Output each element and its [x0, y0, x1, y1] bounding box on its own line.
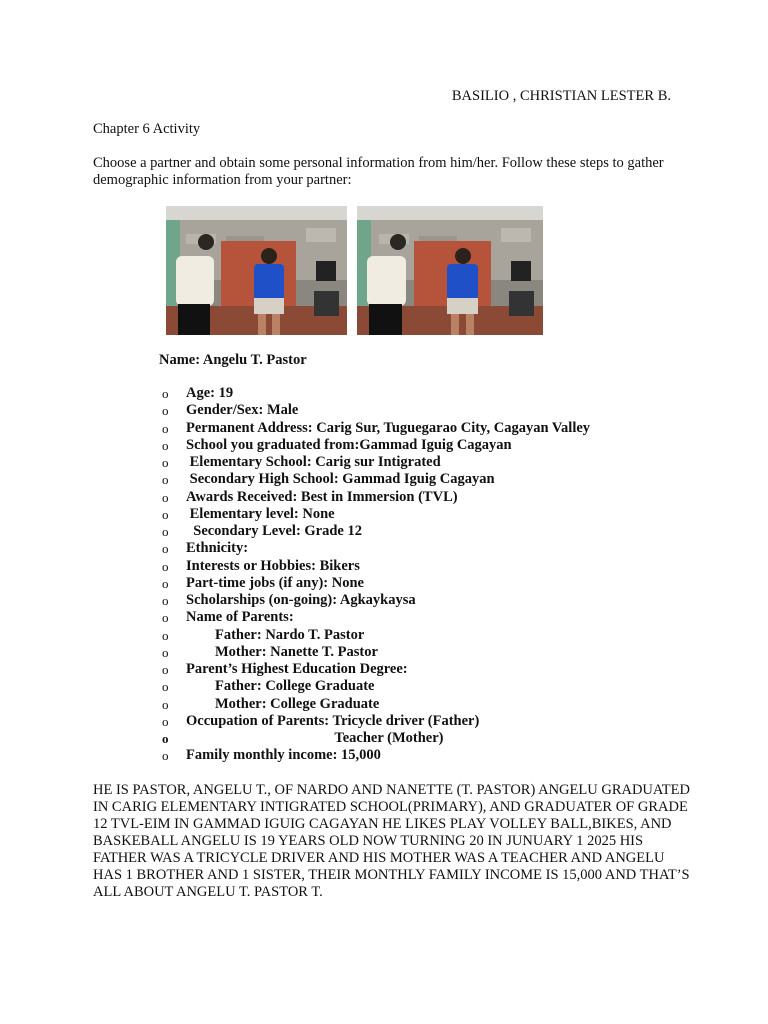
- photo-2-image: [357, 206, 543, 335]
- list-item-text: Secondary High School: Gammad Iguig Cagayan: [186, 471, 495, 488]
- list-item-text: Gender/Sex: Male: [186, 402, 299, 419]
- bullet-marker: o: [162, 679, 169, 695]
- partner-name: Name: Angelu T. Pastor: [159, 352, 307, 368]
- bullet-marker: o: [162, 662, 169, 677]
- author-name: BASILIO , CHRISTIAN LESTER B.: [451, 88, 671, 104]
- bullet-marker: o: [162, 575, 169, 591]
- list-item-text: Permanent Address: Carig Sur, Tuguegarao City, Cagayan Valley: [186, 419, 591, 436]
- list-item-text: Mother: College Graduate: [186, 695, 380, 712]
- list-item-text: Parent’s Highest Education Degree:: [186, 661, 408, 677]
- bullet-marker: o: [162, 558, 169, 574]
- list-item-text: Interests or Hobbies: Bikers: [186, 557, 360, 574]
- bullet-marker: o: [162, 437, 169, 453]
- narrative-paragraph: HE IS PASTOR, ANGELU T., OF NARDO AND NANETTE (T. PASTOR) ANGELU GRADUATED IN CARIG ELEMENTARY INTIGRATED SCHOOL(PRIMARY), AND GRADUATER OF GRADE 12 TVL-EIM IN GAMMAD IGUIG CAGAYAN HE LIKES PLAY VOLLEY BALL,BIKES, AND BASKEBALL ANGELU IS 19 YEARS OLD NOW TURNING 20 IN JUNUARY 1 2025 HIS FATHER WAS A TRICYCLE DRIVER AND HIS MOTHER WAS A TEACHER AND ANGELU HAS 1 BROTHER AND 1 SISTER, THEIR MONTHLY FAMILY INCOME IS 15,000 AND THAT’S ALL ABOUT ANGELU T. PASTOR T.: [93, 782, 690, 900]
- list-item-text: School you graduated from:Gammad Iguig Cagayan: [186, 436, 512, 453]
- list-item-text: Family monthly income: 15,000: [186, 747, 381, 764]
- list-item-text: Scholarships (on-going): Agkaykaysa: [186, 592, 416, 608]
- list-item-text: Teacher (Mother): [186, 730, 444, 746]
- list-item-text: Secondary Level: Grade 12: [186, 523, 362, 539]
- bullet-marker: o: [162, 489, 169, 505]
- bullet-marker: o: [162, 403, 169, 419]
- chapter-title: Chapter 6 Activity: [93, 121, 201, 137]
- list-item-text: Name of Parents:: [186, 609, 294, 626]
- bullet-marker: o: [162, 455, 169, 470]
- bullet-marker: o: [162, 420, 169, 436]
- bullet-marker: o: [162, 593, 169, 608]
- bullet-marker: o: [162, 696, 169, 712]
- list-item-text: Awards Received: Best in Immersion (TVL): [186, 488, 458, 505]
- bullet-marker: o: [162, 506, 169, 522]
- list-item-text: Father: Nardo T. Pastor: [186, 626, 365, 643]
- photo-1: [166, 206, 347, 335]
- bullet-marker: o: [162, 731, 169, 746]
- bullet-marker: o: [162, 386, 169, 401]
- bullet-marker: o: [162, 713, 169, 729]
- bullet-marker: o: [162, 524, 169, 539]
- list-item-text: Part-time jobs (if any): None: [186, 574, 364, 591]
- list-item-text: Elementary level: None: [186, 505, 335, 522]
- bullet-marker: o: [162, 472, 169, 488]
- bullet-marker: o: [162, 610, 169, 626]
- bullet-marker: o: [162, 644, 169, 660]
- list-item-text: Mother: Nanette T. Pastor: [186, 643, 378, 660]
- bullet-marker: o: [162, 541, 169, 557]
- list-item-text: Father: College Graduate: [186, 678, 375, 695]
- photo-1-image: [166, 206, 347, 335]
- bullet-marker: o: [162, 748, 169, 764]
- list-item-text: Age: 19: [186, 385, 234, 401]
- photo-2: [357, 206, 543, 335]
- list-item-text: Ethnicity:: [186, 540, 249, 557]
- instructions-paragraph: Choose a partner and obtain some personal information from him/her. Follow these steps to gather demographic information from your partner:: [93, 155, 664, 188]
- list-item-text: Occupation of Parents: Tricycle driver (Father): [186, 712, 480, 729]
- list-item-text: Elementary School: Carig sur Intigrated: [186, 454, 441, 470]
- bullet-marker: o: [162, 627, 169, 643]
